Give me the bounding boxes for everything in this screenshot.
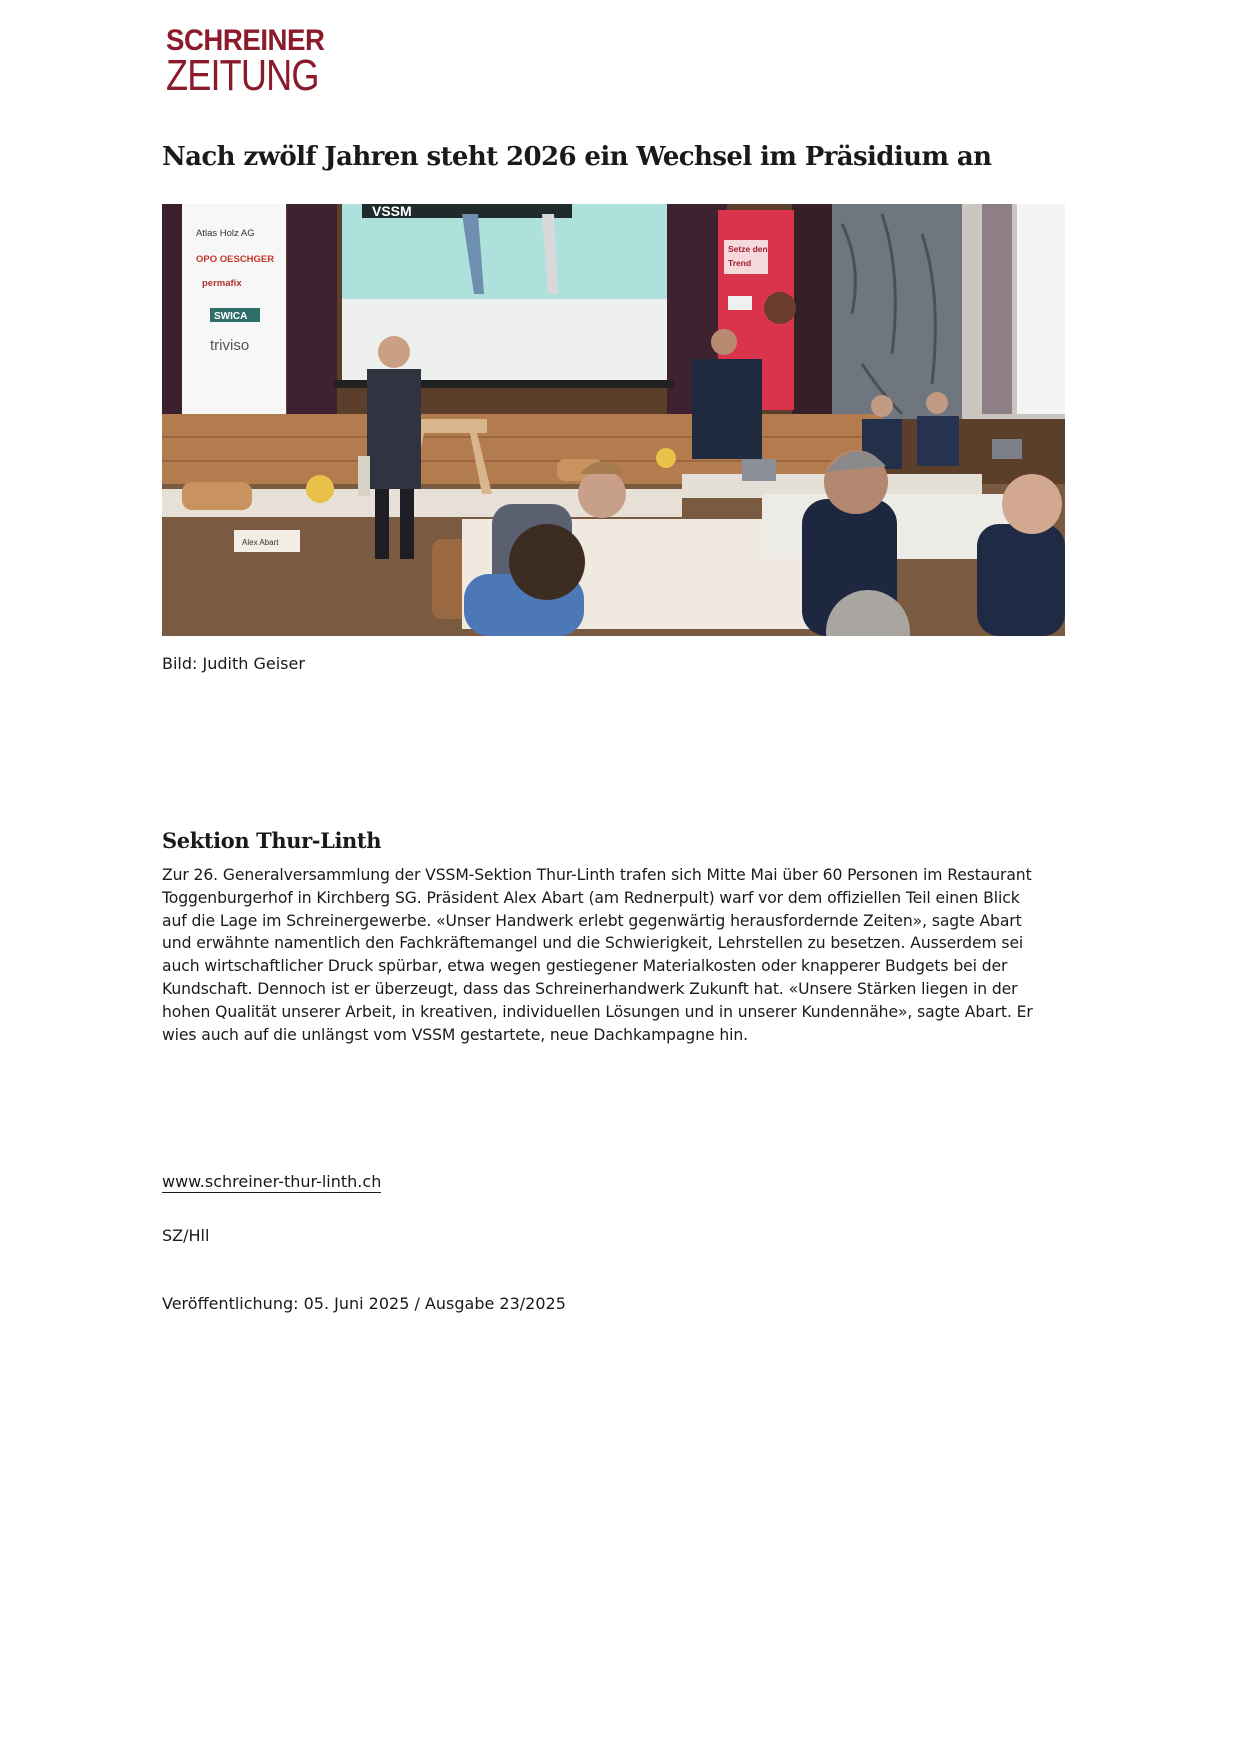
nameplate-text: Alex Abart [242, 538, 279, 547]
sponsor-oeschger: OPO OESCHGER [196, 254, 275, 265]
sponsor-triviso: triviso [210, 337, 250, 354]
logo-line-1: SCHREINER [166, 24, 325, 57]
schreiner-zeitung-logo[interactable] [166, 24, 325, 100]
sponsor-permafix: permafix [202, 278, 242, 289]
article-photo [162, 204, 1065, 636]
author-initials: SZ/Hll [162, 1226, 210, 1245]
article-body: Zur 26. Generalversammlung der VSSM-Sektion Thur-Linth trafen sich Mitte Mai über 60 Personen im Restaurant Toggenburgerhof in Kirchberg SG. Präsident Alex Abart (am Rednerpult) warf vor dem offiziellen Teil einen Blick auf die Lage im Schreinergewerbe. «Unser Handwerk erlebt gegenwärtig herausfordernde Zeiten», sagte Abart und erwähnte namentlich den Fachkräftemangel und die Schwierigkeit, Lehrstellen zu besetzen. Ausserdem sei auch wirtschaftlicher Druck spürbar, etwa wegen gestiegener Materialkosten oder knapperer Budgets bei der Kundschaft. Dennoch ist er überzeugt, dass das Schreinerhandwerk Zukunft hat. «Unsere Stärken liegen in der hohen Qualität unserer Arbeit, in kreativen, individuellen Lösungen und in unserer Kundennähe», sagte Abart. Er wies auch auf die unlängst vom VSSM gestartete, neue Dachkampagne hin. [162, 866, 1033, 1044]
screen-banner-text: VSSM [372, 204, 412, 219]
sponsor-swica: SWICA [214, 311, 248, 322]
article-headline: Nach zwölf Jahren steht 2026 ein Wechsel im Präsidium an [162, 142, 992, 172]
logo-line-2: ZEITUNG [166, 51, 319, 100]
section-website-link[interactable]: www.schreiner-thur-linth.ch [162, 1172, 382, 1191]
sponsor-atlas: Atlas Holz AG [196, 228, 255, 239]
publication-info: Veröffentlichung: 05. Juni 2025 / Ausgabe 23/2025 [162, 1294, 566, 1313]
image-caption: Bild: Judith Geiser [162, 654, 305, 673]
rollup-line-2: Trend [728, 258, 752, 268]
section-title: Sektion Thur-Linth [162, 828, 382, 853]
rollup-line-1: Setze den [728, 244, 768, 254]
